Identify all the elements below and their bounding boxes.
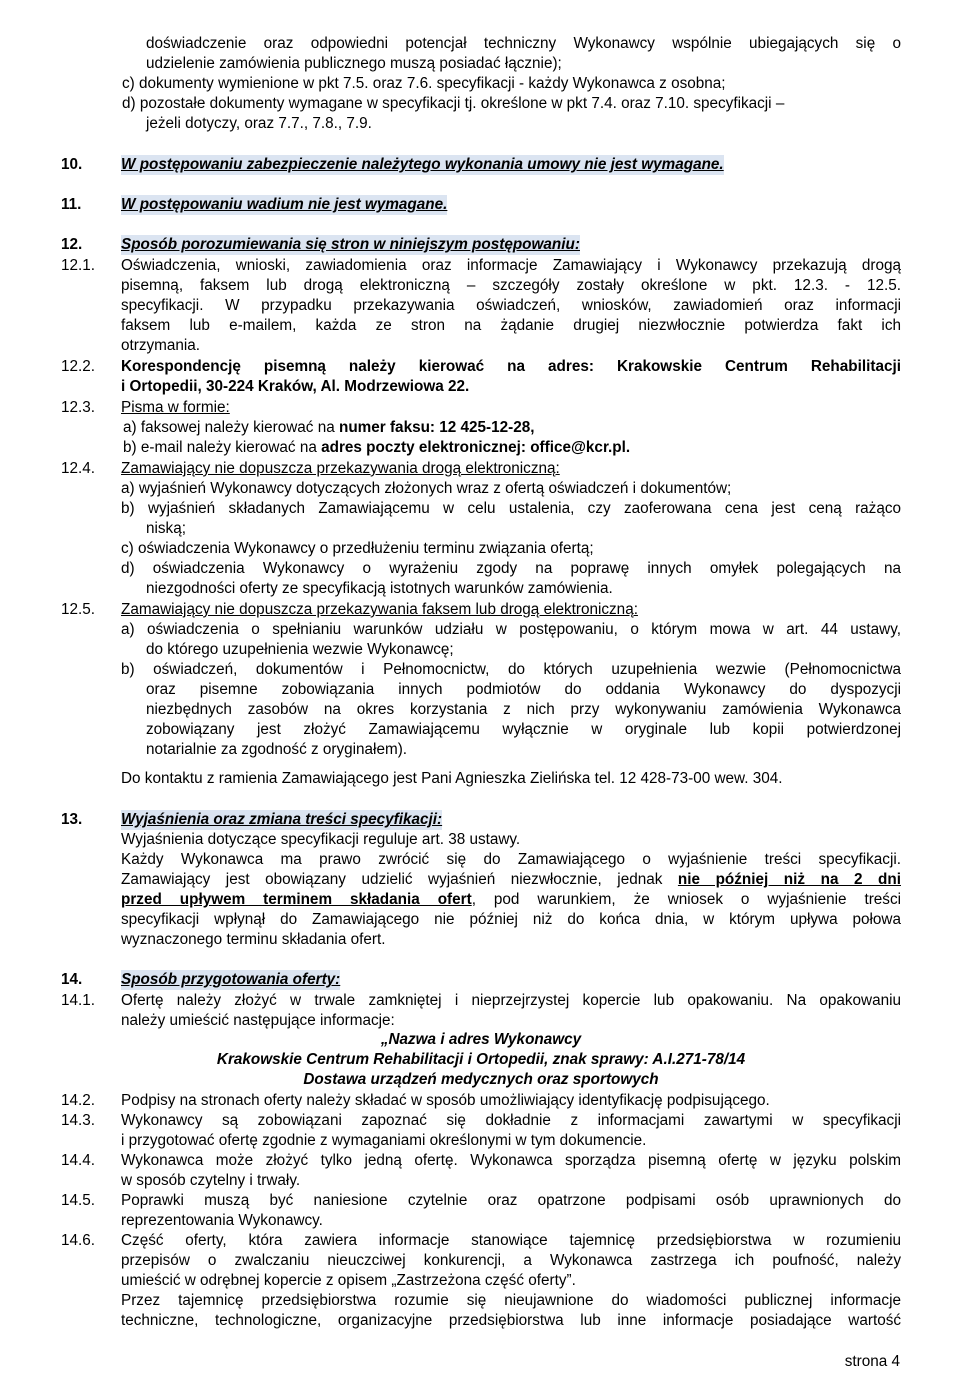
- section-10-number: 10.: [61, 156, 83, 173]
- intro-line: jeżeli dotyczy, oraz 7.7., 7.8., 7.9.: [146, 115, 372, 132]
- section-14-number: 14.: [61, 971, 83, 988]
- paragraph-line: w sposób czytelny i trwały.: [121, 1172, 301, 1189]
- list-text: a) faksowej należy kierować na: [123, 419, 339, 436]
- list-item: [123, 438, 630, 458]
- paragraph-number: 14.4.: [61, 1152, 96, 1169]
- paragraph-text: , każda ze stron na żądanie drugiej niezwłocznie potwierdza fakt ich: [292, 317, 901, 334]
- list-item: a) wyjaśnień Wykonawcy dotyczących złożonych wraz z ofertą oświadczeń i dokumentów;: [121, 480, 732, 497]
- list-item: c) oświadczenia Wykonawcy o przedłużeniu terminu związania ofertą;: [121, 540, 594, 557]
- paragraph-number: 14.5.: [61, 1192, 96, 1209]
- paragraph-number: 14.3.: [61, 1112, 96, 1129]
- intro-line: udzielenie zamówienia publicznego muszą posiadać łącznie);: [146, 55, 562, 72]
- list-text: b) e-mail należy kierować na: [123, 439, 322, 456]
- envelope-label-line: Dostawa urządzeń medycznych oraz sportowych: [303, 1071, 659, 1088]
- paragraph-line: specyfikacji wpłynął do Zamawiającego nie później niż do końca dnia, w którym upływa połowa: [121, 911, 901, 928]
- section-11-number: 11.: [61, 196, 82, 213]
- paragraph-line: pisemną, faksem lub drogą elektroniczną – szczegóły zostały określone w pkt. 12.3. - 12.5.: [121, 277, 901, 294]
- bold-phrase: faksem lub e-mailem: [121, 317, 293, 334]
- paragraph-text: Zamawiający jest obowiązany udzielić wyjaśnień niezwłocznie, jednak: [121, 871, 678, 888]
- paragraph-line: techniczne, technologiczne, organizacyjne przedsiębiorstwa lub inne informacje posiadające wartość: [121, 1312, 901, 1329]
- list-item-cont: notarialnie za zgodność z oryginałem).: [146, 741, 408, 758]
- paragraph-line: umieścić w odrębnej kopercie z opisem „Zastrzeżona część oferty”.: [121, 1272, 576, 1289]
- paragraph-number: 12.4.: [61, 460, 96, 477]
- subheading: Pisma w formie:: [121, 399, 230, 416]
- email-address: adres poczty elektronicznej: office@kcr.pl.: [321, 439, 631, 456]
- paragraph-line: specyfikacji. W przypadku przekazywania oświadczeń, wniosków, zawiadomień oraz informacji: [121, 297, 901, 314]
- list-item-cont: niską;: [146, 520, 186, 537]
- section-14-heading: Sposób przygotowania oferty:: [121, 971, 341, 988]
- paragraph-line: [121, 890, 901, 910]
- paragraph-line: przepisów o zwalczaniu nieuczciwej konkurencji, a Wykonawca zastrzega ich poufność, należy: [121, 1252, 901, 1269]
- page-number: strona 4: [844, 1353, 900, 1370]
- intro-line: d) pozostałe dokumenty wymagane w specyfikacji tj. określone w pkt 7.4. oraz 7.10. specyfikacji –: [122, 95, 785, 112]
- contact-line: Do kontaktu z ramienia Zamawiającego jest Pani Agnieszka Zielińska tel. 12 428-73-00 wew. 304.: [121, 770, 783, 787]
- paragraph-line: Wykonawcy są zobowiązani zapoznać się dokładnie z informacjami zawartymi w specyfikacji: [121, 1112, 901, 1129]
- list-item: [123, 418, 535, 438]
- paragraph-number: 12.2.: [61, 358, 96, 375]
- paragraph-line: Wyjaśnienia dotyczące specyfikacji reguluje art. 38 ustawy.: [121, 831, 521, 848]
- paragraph-line: Oświadczenia, wnioski, zawiadomienia oraz informacje Zamawiający i Wykonawcy przekazują drogą: [121, 257, 901, 274]
- paragraph-line: należy umieścić następujące informacje:: [121, 1012, 395, 1029]
- envelope-label-line: Krakowskie Centrum Rehabilitacji i Ortopedii, znak sprawy: A.I.271-78/14: [216, 1051, 746, 1068]
- subheading: Zamawiający nie dopuszcza przekazywania drogą elektroniczną:: [121, 460, 560, 477]
- paragraph-line: Każdy Wykonawca ma prawo zwrócić się do Zamawiającego o wyjaśnienie treści specyfikacji.: [121, 851, 901, 868]
- list-item: a) oświadczenia o spełnianiu warunków udziału w postępowaniu, o którym mowa w art. 44 ustawy,: [121, 621, 901, 638]
- paragraph-text: , pod warunkiem, że wniosek o wyjaśnienie treści: [471, 891, 901, 908]
- section-12-heading: Sposób porozumiewania się stron w niniejszym postępowaniu:: [121, 236, 580, 253]
- section-12-number: 12.: [61, 236, 83, 253]
- address-line: i Ortopedii, 30-224 Kraków, Al. Modrzewiowa 22.: [121, 378, 470, 395]
- paragraph-line: reprezentowania Wykonawcy.: [121, 1212, 323, 1229]
- paragraph-line: [121, 316, 901, 336]
- list-item-cont: zobowiązany jest złożyć Zamawiającemu wyłącznie w oryginale lub kopii potwierdzonej: [146, 721, 901, 738]
- paragraph-line: i przygotować ofertę zgodnie z wymaganiami określonymi w tym dokumencie.: [121, 1132, 647, 1149]
- paragraph-line: wyznaczonego terminu składania ofert.: [121, 931, 386, 948]
- paragraph-number: 14.2.: [61, 1092, 96, 1109]
- list-item: b) oświadczeń, dokumentów i Pełnomocnictw, do których uzupełnienia wezwie (Pełnomocnictwa: [121, 661, 901, 678]
- list-item-cont: niezgodności oferty ze specyfikacją istotnych warunków zamówienia.: [146, 580, 613, 597]
- subheading: Zamawiający nie dopuszcza przekazywania faksem lub drogą elektroniczną:: [121, 601, 638, 618]
- list-item-cont: niezbędnych zasobów na okres korzystania z nich przy wykonywaniu zamówienia Wykonawca: [146, 701, 901, 718]
- deadline-phrase: nie później niż na 2 dni: [677, 871, 901, 888]
- paragraph-line: Podpisy na stronach oferty należy składać w sposób umożliwiający identyfikację podpisującego.: [121, 1092, 770, 1109]
- fax-number: numer faksu: 12 425-12-28,: [338, 419, 535, 436]
- paragraph-number: 12.3.: [61, 399, 96, 416]
- address-line: Korespondencję pisemną należy kierować na adres: Krakowskie Centrum Rehabilitacji: [121, 358, 901, 375]
- section-13-number: 13.: [61, 811, 83, 828]
- paragraph-line: Część oferty, która zawiera informacje stanowiące tajemnicę przedsiębiorstwa w rozumieniu: [121, 1232, 901, 1249]
- paragraph-line: otrzymania.: [121, 337, 201, 354]
- paragraph-number: 14.1.: [61, 992, 96, 1009]
- paragraph-line: [121, 870, 901, 890]
- list-item-cont: do którego uzupełnienia wezwie Wykonawcę;: [146, 641, 454, 658]
- intro-line: c) dokumenty wymienione w pkt 7.5. oraz 7.6. specyfikacji - każdy Wykonawca z osobna;: [122, 75, 726, 92]
- intro-line: doświadczenie oraz odpowiedni potencjał techniczny Wykonawcy wspólnie ubiegających się o: [146, 35, 901, 52]
- paragraph-number: 14.6.: [61, 1232, 96, 1249]
- section-13-heading: Wyjaśnienia oraz zmiana treści specyfikacji:: [121, 811, 443, 828]
- list-item-cont: oraz pisemne zobowiązania innych podmiotów do oddania Wykonawcy do dyspozycji: [146, 681, 901, 698]
- list-item: d) oświadczenia Wykonawcy o wyrażeniu zgody na poprawę innych omyłek polegających na: [121, 560, 901, 577]
- deadline-phrase: przed upływem terminem składania ofert: [121, 891, 472, 908]
- section-10-heading: W postępowaniu zabezpieczenie należytego wykonania umowy nie jest wymagane.: [121, 156, 724, 173]
- list-item: b) wyjaśnień składanych Zamawiającemu w celu ustalenia, czy zaoferowana cena jest ceną rażąco: [121, 500, 901, 517]
- paragraph-line: Wykonawca może złożyć tylko jedną ofertę. Wykonawca sporządza pisemną ofertę w języku polskim: [121, 1152, 901, 1169]
- envelope-label-line: „Nazwa i adres Wykonawcy: [380, 1031, 582, 1048]
- paragraph-number: 12.1.: [61, 257, 96, 274]
- section-11-heading: W postępowaniu wadium nie jest wymagane.: [121, 196, 448, 213]
- paragraph-line: Ofertę należy złożyć w trwale zamkniętej i nieprzejrzystej kopercie lub opakowaniu. Na opakowaniu: [121, 992, 901, 1009]
- paragraph-line: Poprawki muszą być naniesione czytelnie oraz opatrzone podpisami osób uprawnionych do: [121, 1192, 901, 1209]
- paragraph-number: 12.5.: [61, 601, 96, 618]
- paragraph-line: Przez tajemnicę przedsiębiorstwa rozumie się nieujawnione do wiadomości publicznej informacje: [121, 1292, 901, 1309]
